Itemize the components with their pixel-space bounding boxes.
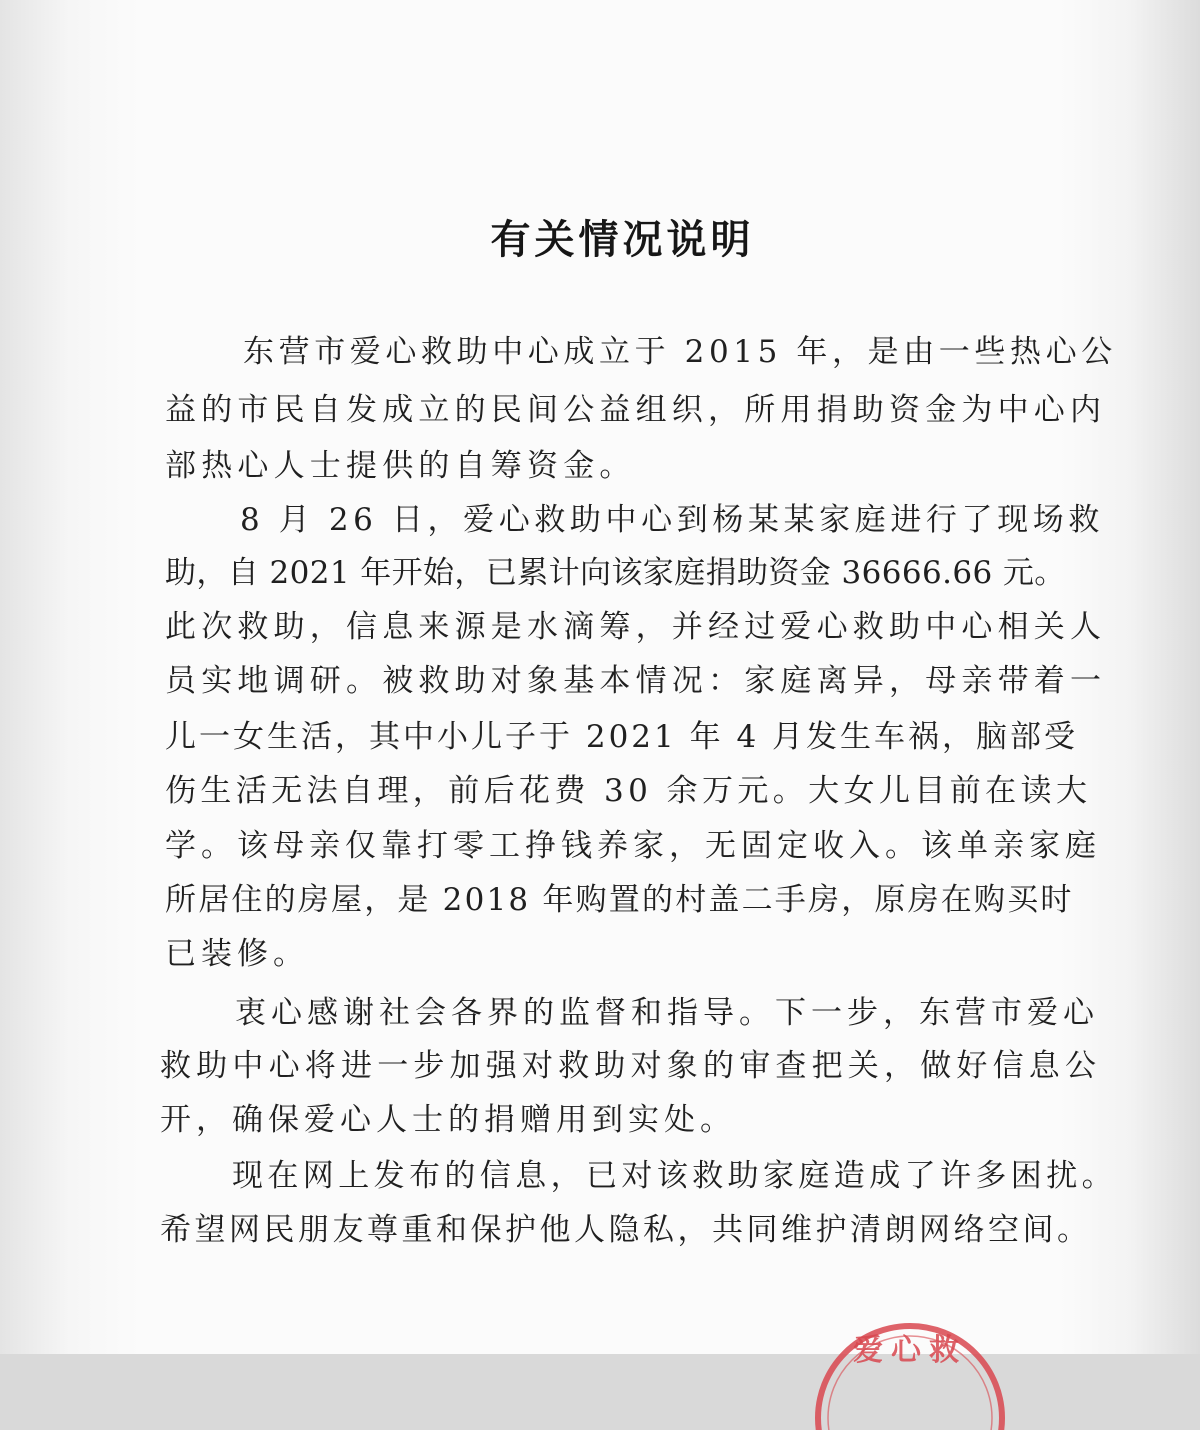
- official-seal: [760, 1310, 1060, 1430]
- paragraph-2-line-8: 所居住的房屋，是 2018 年购置的村盖二手房，原房在购买时: [165, 882, 1074, 918]
- seal-stamp-icon: [760, 1310, 1060, 1430]
- paragraph-2-line-2: 助，自 2021 年开始，已累计向该家庭捐助资金 36666.66 元。: [165, 555, 1066, 591]
- document-title: 有关情况说明: [490, 217, 755, 263]
- paragraph-2-line-7: 学。该母亲仅靠打零工挣钱养家，无固定收入。该单亲家庭: [165, 828, 1101, 864]
- paragraph-3-line-2: 救助中心将进一步加强对救助对象的审查把关，做好信息公: [160, 1048, 1102, 1084]
- paragraph-2-line-9: 已装修。: [165, 936, 309, 972]
- paragraph-4-line-2: 希望网民朋友尊重和保护他人隐私，共同维护清朗网络空间。: [160, 1212, 1092, 1248]
- paragraph-2-line-1: 8 月 26 日，爱心救助中心到杨某某家庭进行了现场救: [240, 502, 1104, 538]
- paragraph-2-line-6: 伤生活无法自理，前后花费 30 余万元。大女儿目前在读大: [165, 773, 1092, 809]
- paragraph-2-line-5: 儿一女生活，其中小儿子于 2021 年 4 月发生车祸，脑部受: [165, 719, 1079, 755]
- paragraph-3-line-3: 开，确保爱心人士的捐赠用到实处。: [160, 1102, 736, 1138]
- paragraph-2-line-4: 员实地调研。被救助对象基本情况：家庭离异，母亲带着一: [165, 663, 1107, 699]
- paragraph-4-line-1: 现在网上发布的信息，已对该救助家庭造成了许多困扰。: [232, 1158, 1117, 1194]
- paragraph-1-line-1: 东营市爱心救助中心成立于 2015 年，是由一些热心公: [243, 334, 1117, 370]
- paragraph-3-line-1: 衷心感谢社会各界的监督和指导。下一步，东营市爱心: [235, 995, 1099, 1031]
- paragraph-1-line-2: 益的市民自发成立的民间公益组织，所用捐助资金为中心内: [165, 392, 1107, 428]
- paragraph-1-line-3: 部热心人士提供的自筹资金。: [165, 448, 636, 484]
- svg-text:爱心救: 爱心救: [853, 1333, 967, 1368]
- paragraph-2-line-3: 此次救助，信息来源是水滴筹，并经过爱心救助中心相关人: [165, 609, 1107, 645]
